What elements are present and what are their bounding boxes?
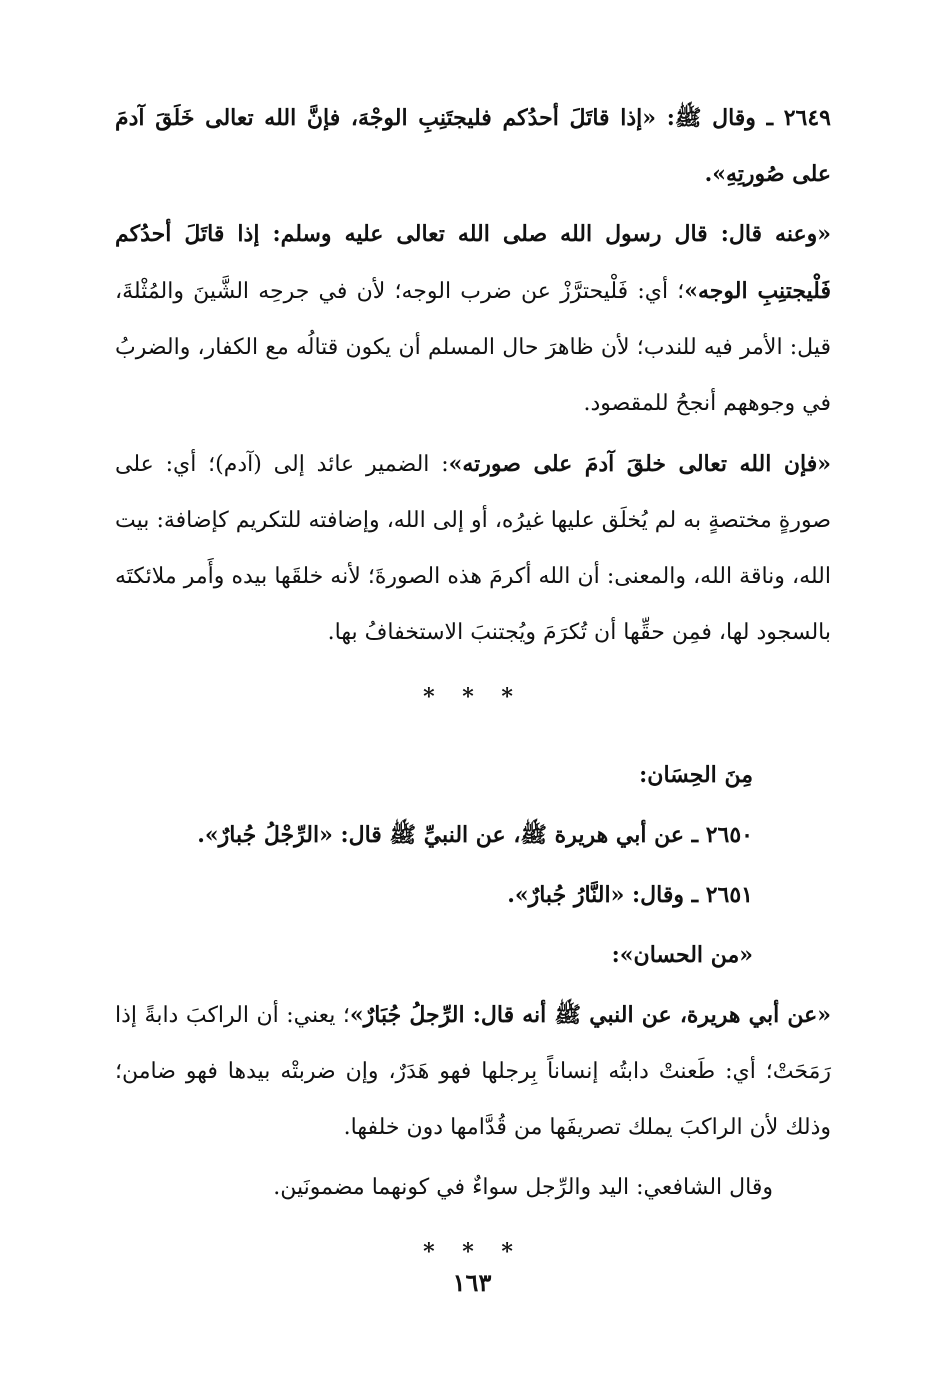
hadith-2650: ٢٦٥٠ ـ عن أبي هريرة ﷺ، عن النبيِّ ﷺ قال: «الرِّجْلُ جُبارٌ». (197, 822, 753, 848)
page-body (115, 90, 831, 1302)
page-number: ١٦٣ (452, 1268, 492, 1297)
commentary-paragraph-3 (115, 987, 831, 1156)
section-heading-hisan: مِنَ الحِسَان: (639, 762, 753, 788)
commentary-3-quote: «عن أبي هريرة، عن النبي ﷺ أنه قال: الرِّجلُ جُبَارٌ» (349, 1002, 831, 1028)
section-separator-2: * * * (423, 1239, 523, 1265)
commentary-paragraph-1 (115, 206, 831, 432)
commentary-3-text: ؛ يعني: أن الراكبَ دابةً إذا رَمَحَتْ؛ أي: طَعنتْ دابتُه إنساناً بِرجلها فهو هَدَرٌ، وإن ضربتْه بيدها فهو ضامن؛ وذلك لأن الراكبَ يملك تصريفَها من قُدَّامها دون خلفها. (115, 1003, 831, 1140)
commentary-paragraph-2 (115, 436, 831, 661)
section-separator-1: * * * (423, 684, 523, 710)
commentary-1-text: ؛ أي: فَلْيحترَّزْ عن ضرب الوجه؛ لأن في جرحِه الشَّينَ والمُثْلةَ، قيل: الأمر فيه للندب؛ لأن ظاهرَ حال المسلم أن يكون قتالُه مع الكفار، والضربُ في وجوههم أنجحُ للمقصود. (115, 279, 831, 416)
commentary-paragraph-4: وقال الشافعي: اليد والرِّجل سواءٌ في كونهما مضمونَين. (273, 1175, 773, 1200)
commentary-1-quote: «وعنه قال: قال رسول الله صلى الله تعالى عليه وسلم: إذا قاتَلَ أحدُكم فَلْيجتنِبِ الوجه» (115, 221, 831, 304)
hadith-2649-text: ٢٦٤٩ ـ وقال ﷺ: «إذا قاتَلَ أحدُكم فليجتَنِبِ الوجْهَ، فإنَّ الله تعالى خَلَقَ آدمَ على صُورتِهِ». (115, 105, 831, 187)
hadith-2651: ٢٦٥١ ـ وقال: «النَّارُ جُبارٌ». (507, 882, 753, 908)
commentary-subheading: «من الحسان»: (611, 942, 753, 968)
commentary-2-text: : الضمير عائد إلى (آدم)؛ أي: على صورةٍ مختصةٍ به لم يُخلَق عليها غيرُه، أو إلى الله، وإضافته للتكريم كإضافة: بيت الله، وناقة الله، والمعنى: أن الله أكرمَ هذه الصورةَ؛ لأنه خلقَها بيده وأَمر ملائكتَه بالسجود لها، فمِن حقِّها أن تُكرَمَ ويُجتنبَ الاستخفافُ بها. (115, 452, 831, 645)
hadith-2649 (115, 90, 831, 202)
commentary-2-quote: «فإن الله تعالى خلقَ آدمَ على صورته» (448, 451, 831, 477)
